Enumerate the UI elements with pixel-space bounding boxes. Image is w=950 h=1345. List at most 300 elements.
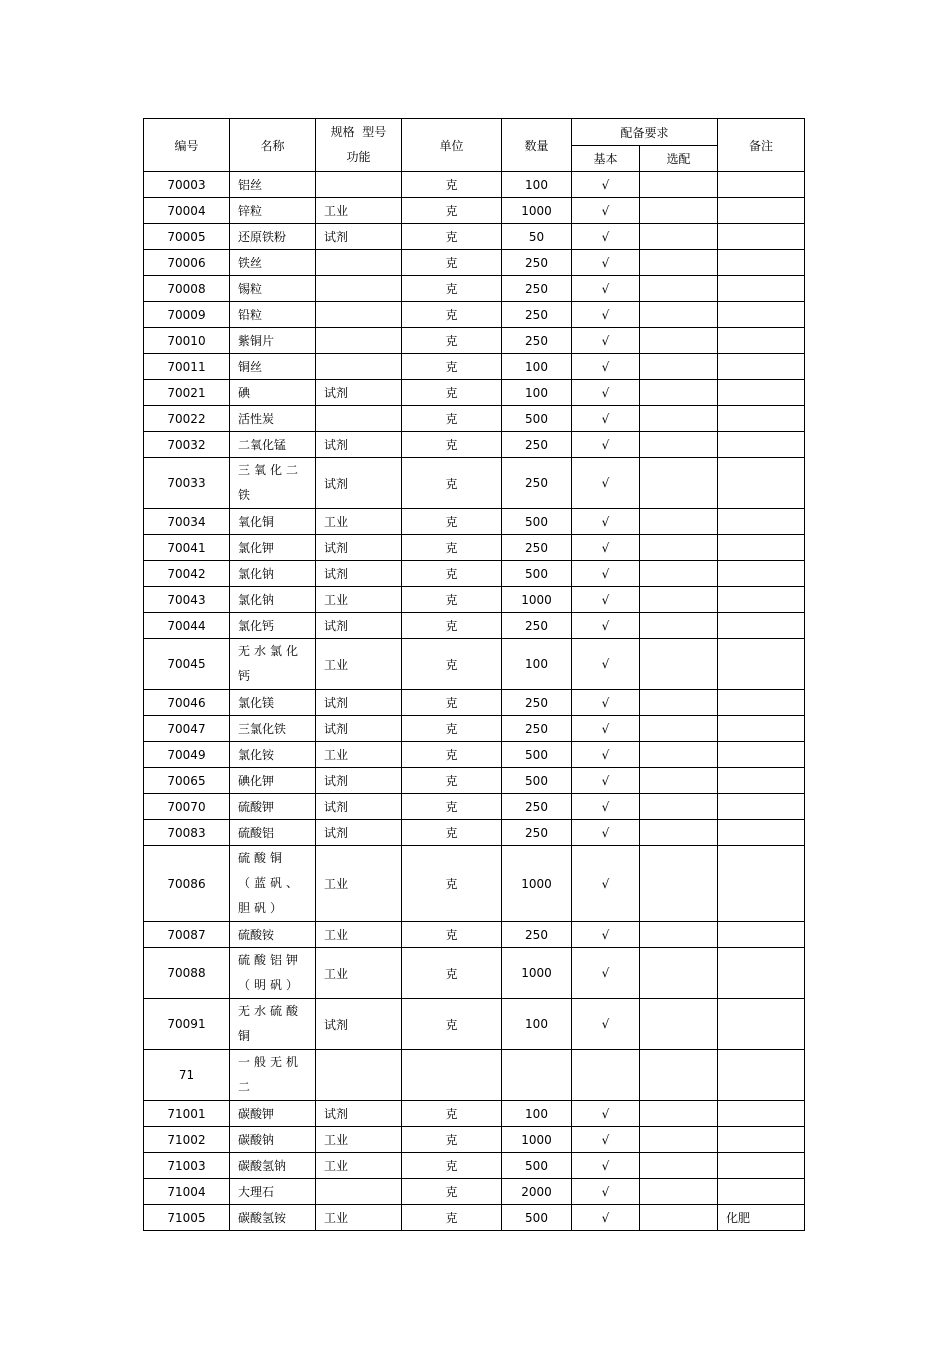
cell-name-text: 氯化钠 <box>238 593 275 607</box>
cell-unit <box>402 794 502 820</box>
cell-name <box>230 639 316 690</box>
cell-spec <box>316 509 402 535</box>
cell-name-text: 碘化钾 <box>238 774 275 788</box>
cell-code <box>144 250 230 276</box>
cell-unit-text: 克 <box>445 1133 458 1147</box>
cell-basic-text: √ <box>601 825 610 840</box>
cell-name <box>230 948 316 999</box>
cell-unit-text: 克 <box>445 308 458 322</box>
table-body <box>144 172 805 1231</box>
cell-qty-text: 500 <box>525 514 548 529</box>
cell-basic-text: √ <box>601 411 610 426</box>
cell-name <box>230 535 316 561</box>
cell-spec-text: 试剂 <box>324 567 349 581</box>
cell-basic <box>572 1101 640 1127</box>
cell-code <box>144 846 230 922</box>
cell-note <box>718 380 805 406</box>
cell-name <box>230 224 316 250</box>
table-row <box>144 1179 805 1205</box>
cell-unit-text: 克 <box>445 541 458 555</box>
cell-optional <box>640 768 718 794</box>
header-note: 备注 <box>718 119 805 172</box>
cell-code <box>144 172 230 198</box>
cell-basic <box>572 1127 640 1153</box>
cell-unit <box>402 1179 502 1205</box>
cell-qty <box>502 432 572 458</box>
cell-basic-text: √ <box>601 1132 610 1147</box>
cell-optional <box>640 354 718 380</box>
cell-note <box>718 742 805 768</box>
cell-unit <box>402 1153 502 1179</box>
cell-basic-text: √ <box>601 307 610 322</box>
cell-unit-text: 克 <box>445 1017 458 1032</box>
cell-qty-text: 2000 <box>521 1184 552 1199</box>
cell-spec <box>316 639 402 690</box>
cell-optional <box>640 613 718 639</box>
cell-unit-text: 克 <box>445 826 458 840</box>
cell-basic-text: √ <box>601 927 610 942</box>
cell-unit-text: 克 <box>445 593 458 607</box>
cell-code-text: 70091 <box>167 1017 206 1031</box>
cell-code <box>144 1153 230 1179</box>
cell-spec <box>316 1050 402 1101</box>
cell-spec-text: 试剂 <box>324 230 349 244</box>
cell-basic-text: √ <box>601 618 610 633</box>
cell-unit <box>402 561 502 587</box>
cell-code-text: 70008 <box>167 281 206 296</box>
table-row <box>144 613 805 639</box>
table-row <box>144 690 805 716</box>
header-spec-line1: 规格 型号 <box>330 125 387 139</box>
table-row <box>144 302 805 328</box>
cell-qty <box>502 276 572 302</box>
cell-unit-text: 克 <box>445 928 458 942</box>
cell-unit-text: 克 <box>445 774 458 788</box>
cell-qty <box>502 613 572 639</box>
cell-code <box>144 820 230 846</box>
cell-spec <box>316 794 402 820</box>
name-wrap <box>238 639 310 689</box>
cell-unit <box>402 276 502 302</box>
cell-qty <box>502 561 572 587</box>
cell-unit <box>402 999 502 1050</box>
cell-basic <box>572 1050 640 1101</box>
table-row <box>144 406 805 432</box>
cell-qty <box>502 820 572 846</box>
cell-optional <box>640 999 718 1050</box>
cell-code-text: 70049 <box>167 747 206 762</box>
table-row <box>144 999 805 1050</box>
cell-qty <box>502 1205 572 1231</box>
cell-qty-text: 50 <box>528 229 545 244</box>
cell-code-text: 70032 <box>167 437 206 452</box>
table-row <box>144 1050 805 1101</box>
cell-spec-text: 工业 <box>324 657 349 672</box>
cell-optional <box>640 458 718 509</box>
cell-basic-text: √ <box>601 385 610 400</box>
header-optional: 选配 <box>640 146 718 172</box>
cell-optional <box>640 406 718 432</box>
cell-unit <box>402 846 502 922</box>
cell-spec <box>316 742 402 768</box>
table-row <box>144 1101 805 1127</box>
cell-qty-text: 1000 <box>521 592 552 607</box>
cell-code <box>144 742 230 768</box>
cell-name <box>230 250 316 276</box>
cell-name <box>230 1205 316 1231</box>
table-row <box>144 172 805 198</box>
cell-code <box>144 1205 230 1231</box>
cell-code <box>144 458 230 509</box>
cell-note <box>718 276 805 302</box>
cell-basic <box>572 354 640 380</box>
cell-note <box>718 716 805 742</box>
cell-qty-text: 500 <box>525 1210 548 1225</box>
header-basic: 基本 <box>572 146 640 172</box>
cell-name-text: 氧化铜 <box>238 515 275 529</box>
cell-spec <box>316 587 402 613</box>
table-row <box>144 535 805 561</box>
cell-name <box>230 690 316 716</box>
cell-code <box>144 1127 230 1153</box>
cell-unit <box>402 509 502 535</box>
cell-name <box>230 406 316 432</box>
cell-qty <box>502 406 572 432</box>
cell-name <box>230 587 316 613</box>
cell-optional <box>640 302 718 328</box>
cell-spec <box>316 302 402 328</box>
cell-basic <box>572 999 640 1050</box>
cell-qty <box>502 768 572 794</box>
cell-name-text: 氯化铵 <box>238 748 275 762</box>
cell-qty-text: 250 <box>525 825 548 840</box>
cell-name <box>230 172 316 198</box>
cell-code <box>144 302 230 328</box>
table-row <box>144 768 805 794</box>
cell-note <box>718 250 805 276</box>
cell-basic <box>572 509 640 535</box>
cell-code <box>144 1179 230 1205</box>
cell-qty-text: 250 <box>525 307 548 322</box>
cell-qty <box>502 1050 572 1101</box>
table-row <box>144 846 805 922</box>
cell-code-text: 71 <box>178 1068 195 1082</box>
cell-basic-text: √ <box>601 359 610 374</box>
cell-name <box>230 922 316 948</box>
cell-spec <box>316 716 402 742</box>
cell-qty <box>502 1101 572 1127</box>
cell-basic <box>572 406 640 432</box>
table-row <box>144 276 805 302</box>
cell-qty <box>502 250 572 276</box>
cell-code <box>144 716 230 742</box>
cell-qty <box>502 639 572 690</box>
cell-code-text: 70010 <box>167 333 206 348</box>
cell-optional <box>640 794 718 820</box>
header-unit: 单位 <box>402 119 502 172</box>
cell-note <box>718 690 805 716</box>
cell-spec-text: 试剂 <box>324 438 349 452</box>
cell-unit-text: 克 <box>445 1211 458 1225</box>
cell-spec-text: 试剂 <box>324 541 349 555</box>
cell-basic-text: √ <box>601 799 610 814</box>
cell-note <box>718 794 805 820</box>
cell-optional <box>640 587 718 613</box>
cell-spec <box>316 198 402 224</box>
cell-note <box>718 458 805 509</box>
cell-note <box>718 1050 805 1101</box>
cell-spec <box>316 948 402 999</box>
cell-qty-text: 100 <box>525 657 548 671</box>
name-wrap <box>238 1050 310 1100</box>
cell-spec <box>316 922 402 948</box>
cell-unit-text: 克 <box>445 230 458 244</box>
cell-name-text: 二氧化锰 <box>238 438 287 452</box>
cell-code-text: 70046 <box>167 695 206 710</box>
cell-name-text: 活性炭 <box>238 412 275 426</box>
cell-optional <box>640 172 718 198</box>
cell-name-text: 铝丝 <box>238 178 263 192</box>
cell-spec <box>316 406 402 432</box>
cell-code <box>144 948 230 999</box>
cell-spec-text: 试剂 <box>324 619 349 633</box>
cell-qty-text: 250 <box>525 540 548 555</box>
cell-note <box>718 535 805 561</box>
cell-name-text: 硫酸铝 <box>238 826 275 840</box>
table-row <box>144 1127 805 1153</box>
cell-note-text: 化肥 <box>726 1211 751 1225</box>
cell-code-text: 70033 <box>167 476 206 490</box>
cell-note <box>718 613 805 639</box>
cell-basic <box>572 198 640 224</box>
cell-code-text: 70088 <box>167 966 206 980</box>
cell-basic <box>572 846 640 922</box>
cell-unit <box>402 922 502 948</box>
cell-code <box>144 276 230 302</box>
cell-name-text: 氯化钙 <box>238 619 275 633</box>
cell-unit-text: 克 <box>445 476 458 491</box>
cell-basic-text: √ <box>601 966 610 980</box>
cell-name-text: 铜丝 <box>238 360 263 374</box>
table-row <box>144 639 805 690</box>
cell-code-text: 71005 <box>167 1210 206 1225</box>
cell-qty-text: 500 <box>525 411 548 426</box>
cell-unit-text: 克 <box>445 256 458 270</box>
table-row <box>144 432 805 458</box>
cell-name-text: 碳酸钠 <box>238 1133 275 1147</box>
cell-note <box>718 432 805 458</box>
cell-unit <box>402 1205 502 1231</box>
cell-unit <box>402 302 502 328</box>
cell-name <box>230 198 316 224</box>
cell-code-text: 70044 <box>167 618 206 633</box>
cell-basic <box>572 328 640 354</box>
cell-spec <box>316 1127 402 1153</box>
cell-unit-text: 克 <box>445 877 458 891</box>
cell-unit-text: 克 <box>445 334 458 348</box>
cell-name-text: 碘 <box>238 386 251 400</box>
cell-optional <box>640 535 718 561</box>
cell-name <box>230 1179 316 1205</box>
cell-code-text: 70042 <box>167 566 206 581</box>
cell-qty-text: 250 <box>525 618 548 633</box>
cell-qty <box>502 224 572 250</box>
cell-code <box>144 1101 230 1127</box>
cell-spec-text: 试剂 <box>324 386 349 400</box>
cell-basic-text: √ <box>601 876 610 891</box>
cell-qty <box>502 922 572 948</box>
cell-optional <box>640 432 718 458</box>
cell-name-text: 硫酸铜（蓝矾、胆矾） <box>238 851 303 915</box>
cell-code-text: 70004 <box>167 203 206 218</box>
cell-code-text: 70086 <box>167 876 206 891</box>
cell-spec <box>316 250 402 276</box>
header-code: 编号 <box>144 119 230 172</box>
cell-optional <box>640 1050 718 1101</box>
cell-qty-text: 250 <box>525 333 548 348</box>
cell-unit-text: 克 <box>445 966 458 981</box>
cell-name-text: 氯化镁 <box>238 696 275 710</box>
cell-qty-text: 100 <box>525 359 548 374</box>
cell-name <box>230 1127 316 1153</box>
cell-qty-text: 500 <box>525 747 548 762</box>
table-row <box>144 1205 805 1231</box>
cell-spec-text: 试剂 <box>324 476 349 491</box>
cell-code-text: 70003 <box>167 177 206 192</box>
cell-basic-text: √ <box>601 773 610 788</box>
cell-code <box>144 509 230 535</box>
cell-note <box>718 820 805 846</box>
cell-name-text: 三氯化铁 <box>238 722 287 736</box>
cell-basic <box>572 172 640 198</box>
cell-optional <box>640 224 718 250</box>
cell-unit <box>402 406 502 432</box>
cell-code <box>144 922 230 948</box>
cell-code-text: 70041 <box>167 540 206 555</box>
cell-spec-text: 工业 <box>324 877 349 891</box>
cell-qty-text: 1000 <box>521 966 552 980</box>
cell-name <box>230 354 316 380</box>
cell-name-text: 还原铁粉 <box>238 230 287 244</box>
cell-unit-text: 克 <box>445 412 458 426</box>
cell-name <box>230 820 316 846</box>
table-row <box>144 587 805 613</box>
cell-optional <box>640 198 718 224</box>
cell-basic-text: √ <box>601 281 610 296</box>
cell-unit-text: 克 <box>445 800 458 814</box>
cell-spec <box>316 561 402 587</box>
header-spec <box>316 119 402 172</box>
cell-name <box>230 328 316 354</box>
cell-qty-text: 250 <box>525 437 548 452</box>
cell-name <box>230 380 316 406</box>
cell-basic-text: √ <box>601 540 610 555</box>
cell-spec <box>316 328 402 354</box>
cell-unit <box>402 458 502 509</box>
cell-name-text: 硫酸铝钾（明矾） <box>238 953 303 992</box>
cell-note <box>718 198 805 224</box>
cell-spec <box>316 172 402 198</box>
cell-spec <box>316 380 402 406</box>
cell-name <box>230 613 316 639</box>
cell-spec-text: 工业 <box>324 748 349 762</box>
cell-unit-text: 克 <box>445 1107 458 1121</box>
cell-spec-text: 工业 <box>324 204 349 218</box>
cell-basic-text: √ <box>601 592 610 607</box>
cell-unit-text: 克 <box>445 748 458 762</box>
cell-spec-text: 试剂 <box>324 722 349 736</box>
table-row <box>144 250 805 276</box>
cell-unit <box>402 1050 502 1101</box>
cell-name <box>230 716 316 742</box>
cell-qty-text: 500 <box>525 773 548 788</box>
cell-qty-text: 1000 <box>521 203 552 218</box>
cell-name <box>230 768 316 794</box>
table-row <box>144 561 805 587</box>
cell-note <box>718 1101 805 1127</box>
table-row <box>144 328 805 354</box>
cell-name-text: 铁丝 <box>238 256 263 270</box>
table-row <box>144 1153 805 1179</box>
cell-qty-text: 250 <box>525 799 548 814</box>
cell-code <box>144 1050 230 1101</box>
cell-name-text: 硫酸铵 <box>238 928 275 942</box>
cell-spec <box>316 1205 402 1231</box>
cell-code-text: 70045 <box>167 657 206 671</box>
cell-qty <box>502 380 572 406</box>
cell-basic-text: √ <box>601 566 610 581</box>
cell-qty <box>502 302 572 328</box>
cell-name-text: 氯化钾 <box>238 541 275 555</box>
cell-code-text: 70006 <box>167 255 206 270</box>
cell-optional <box>640 690 718 716</box>
cell-spec-text: 试剂 <box>324 774 349 788</box>
cell-code <box>144 535 230 561</box>
cell-basic <box>572 613 640 639</box>
cell-unit <box>402 328 502 354</box>
cell-spec <box>316 1153 402 1179</box>
cell-code-text: 70070 <box>167 799 206 814</box>
cell-note <box>718 509 805 535</box>
cell-name-text: 氯化钠 <box>238 567 275 581</box>
cell-spec <box>316 458 402 509</box>
cell-code-text: 70022 <box>167 411 206 426</box>
cell-unit <box>402 250 502 276</box>
cell-note <box>718 561 805 587</box>
cell-name <box>230 1101 316 1127</box>
cell-optional <box>640 328 718 354</box>
cell-name-text: 紫铜片 <box>238 334 275 348</box>
cell-basic-text: √ <box>601 177 610 192</box>
cell-qty <box>502 999 572 1050</box>
cell-spec-text: 试剂 <box>324 1017 349 1032</box>
cell-code <box>144 432 230 458</box>
cell-name <box>230 276 316 302</box>
cell-code-text: 71004 <box>167 1184 206 1199</box>
cell-unit <box>402 820 502 846</box>
cell-name-text: 三氧化二铁 <box>238 463 303 502</box>
cell-qty <box>502 1127 572 1153</box>
cell-code <box>144 328 230 354</box>
cell-code <box>144 380 230 406</box>
cell-qty-text: 500 <box>525 566 548 581</box>
cell-basic-text: √ <box>601 1184 610 1199</box>
cell-spec <box>316 613 402 639</box>
cell-code <box>144 406 230 432</box>
cell-optional <box>640 561 718 587</box>
table-header <box>144 119 805 172</box>
cell-name <box>230 794 316 820</box>
